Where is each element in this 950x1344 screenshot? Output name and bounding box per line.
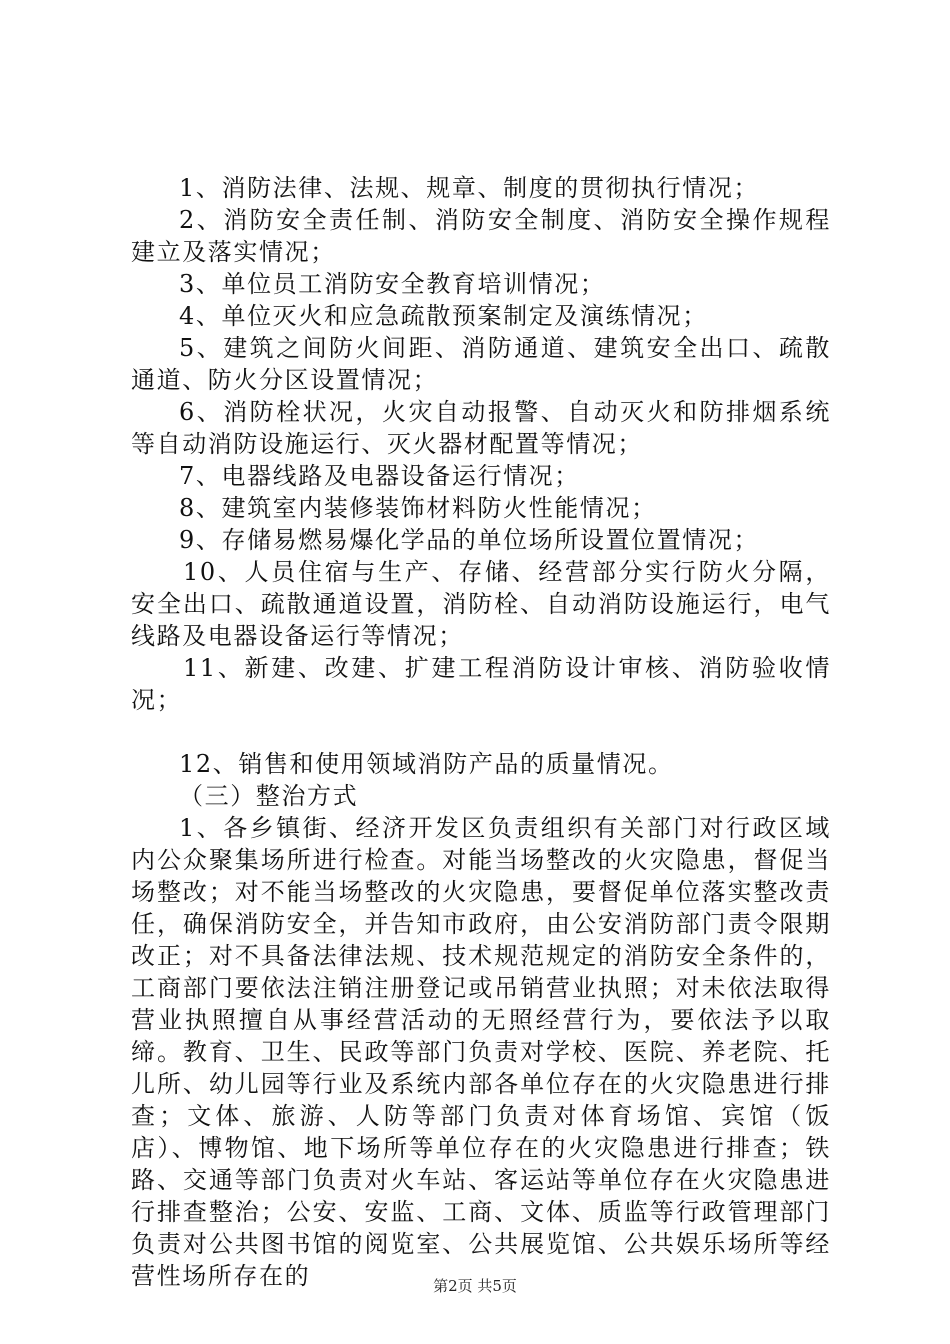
document-body (131, 172, 831, 1292)
paragraph-item-8: 8、建筑室内装修装饰材料防火性能情况； (179, 494, 657, 522)
paragraph-item-1: 1、消防法律、法规、规章、制度的贯彻执行情况； (179, 174, 760, 202)
page-footer: 第2页 共5页 (433, 1277, 517, 1295)
paragraph-item-6: 6、消防栓状况，火灾自动报警、自动灭火和防排烟系统等自动消防设施运行、灭火器材配置等情况； (131, 398, 831, 458)
paragraph-item-7: 7、电器线路及电器设备运行情况； (179, 462, 580, 490)
paragraph-item-11: 11、新建、改建、扩建工程消防设计审核、消防验收情况； (131, 654, 831, 714)
paragraph-item-4: 4、单位灭火和应急疏散预案制定及演练情况； (179, 302, 708, 330)
paragraph-item-10: 10、人员住宿与生产、存储、经营部分实行防火分隔，安全出口、疏散通道设置，消防栓、自动消防设施运行，电气线路及电器设备运行等情况； (131, 558, 831, 650)
paragraph-item-9: 9、存储易燃易爆化学品的单位场所设置位置情况； (179, 526, 760, 554)
paragraph-method-1: 1、各乡镇街、经济开发区负责组织有关部门对行政区域内公众聚集场所进行检查。对能当场整改的火灾隐患，督促当场整改；对不能当场整改的火灾隐患，要督促单位落实整改责任，确保消防安全，并告知市政府，由公安消防部门责令限期改正；对不具备法律法规、技术规范规定的消防安全条件的，工商部门要依法注销注册登记或吊销营业执照；对未依法取得营业执照擅自从事经营活动的无照经营行为，要依法予以取缔。教育、卫生、民政等部门负责对学校、医院、养老院、托儿所、幼儿园等行业及系统内部各单位存在的火灾隐患进行排查；文体、旅游、人防等部门负责对体育场馆、宾馆（饭店）、博物馆、地下场所等单位存在的火灾隐患进行排查；铁路、交通等部门负责对火车站、客运站等单位存在火灾隐患进行排查整治；公安、安监、工商、文体、质监等行政管理部门负责对公共图书馆的阅览室、公共展览馆、公共娱乐场所等经营性场所存在的 (131, 814, 831, 1290)
section-heading: （三）整治方式 (179, 782, 359, 810)
paragraph-item-12: 12、销售和使用领域消防产品的质量情况。 (179, 750, 674, 778)
paragraph-item-3: 3、单位员工消防安全教育培训情况； (179, 270, 606, 298)
paragraph-item-5: 5、建筑之间防火间距、消防通道、建筑安全出口、疏散通道、防火分区设置情况； (131, 334, 831, 394)
paragraph-item-2: 2、消防安全责任制、消防安全制度、消防安全操作规程建立及落实情况； (131, 206, 831, 266)
